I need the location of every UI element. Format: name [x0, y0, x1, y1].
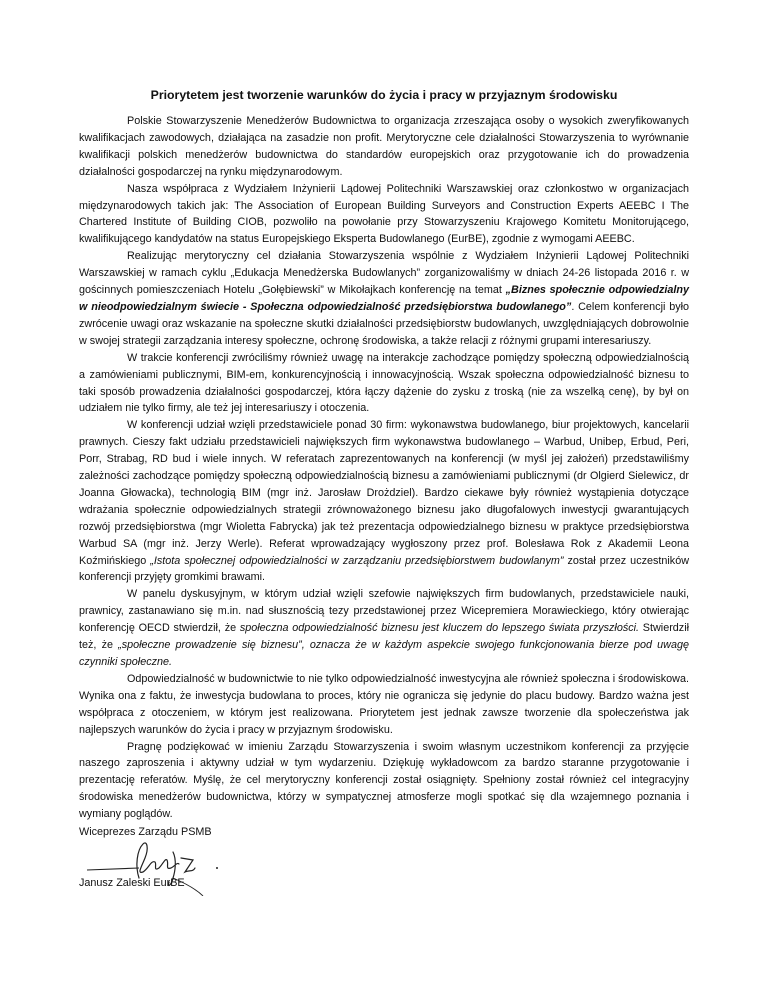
- paragraph-text: Stwierdził też, że: [79, 622, 689, 652]
- emphasized-text: społeczna odpowiedzialność biznesu jest kluczem do lepszego świata przyszłości.: [239, 622, 640, 635]
- closing-line: Wiceprezes Zarządu PSMB: [79, 826, 212, 838]
- body-paragraph: [79, 248, 689, 349]
- paragraph-text: Pragnę podziękować w imieniu Zarządu Stowarzyszenia i swoim własnym uczestnikom konferencji za przyjęcie naszego zaproszenia i aktywny udział w tym wydarzeniu. Dziękuję wykładowcom za bardzo staranne przygotowanie i prezentację referatów. Myślę, że cel merytoryczny konferencji został osiągnięty. Spełniony został również cel integracyjny środowiska menedżerów budownictwa, którzy w sympatycznej atmosferze mogli spotkać się dla wzajemnego poznania i wymiany poglądów.: [79, 740, 689, 821]
- paragraph-text: Nasza współpraca z Wydziałem Inżynierii Lądowej Politechniki Warszawskiej oraz członkostwo w organizacjach międzynarodowych takich jak: The Association of European Building Surveyors and Construction Experts AEEBC I The Chartered Institute of Building CIOB, pozwoliło na powołanie przy Stowarzyszeniu Krajowego Komitetu Monitorującego, kwalifikującego kandydatów na status Europejskiego Eksperta Budowlanego (EurBE), zgodnie z wymogami AEEBC.: [79, 182, 689, 246]
- paragraph-text: . Celem konferencji było zwrócenie uwagi oraz wskazanie na społeczne skutki działalności przedsiębiorstw budowlanych, uwzględniających dobrowolnie w swojej strategii zarządzania interesy społeczne, ochronę środowiska, a także relacji z różnymi grupami interesariuszy.: [79, 300, 690, 347]
- emphasized-text: „Istota społecznej odpowiedzialności w zarządzaniu przedsiębiorstwem budowlanym”: [150, 554, 564, 567]
- paragraph-text: W konferencji udział wzięli przedstawiciele ponad 30 firm: wykonawstwa budowlanego, biur projektowych, kancelarii prawnych. Cieszy fakt udziału przedstawicieli największych firm wykonawstwa budowlanego – Warbud, Unibep, Erbud, Peri, Porr, Strabag, RD bud i wiele innych. W referatach zaprezentowanych na konferencji (w myśl jej założeń) przedstawiliśmy zależności zachodzące pomiędzy społeczną odpowiedzialnością biznesu a zamówieniami publicznymi (dr Olgierd Sielewicz, dr Joanna Głowacka), technologią BIM (mgr inż. Jarosław Drożdziel). Bardzo ciekawe były również wystąpienia dotyczące wdrażania społecznie odpowiedzialnych strategii zrównoważonego biznesu jako długofalowych inwestycji gwarantujących rozwój przedsiębiorstwa (mgr Wioletta Fabrycka) jak też prezentacja odpowiedzialnego biznesu w praktyce przedsiębiorstwa Warbud SA (mgr inż. Jerzy Werle). Referat wprowadzający wygłoszony przez prof. Bolesława Rok z Akademii Leona Koźmińskiego: [79, 419, 689, 567]
- document-body: [79, 113, 689, 823]
- signer-name: Janusz Zaleski EurBE: [79, 877, 185, 889]
- paragraph-text: W trakcie konferencji zwróciliśmy również uwagę na interakcje zachodzące pomiędzy społeczną odpowiedzialnością a zamówieniami publicznymi, BIM-em, konkurencyjnością i innowacyjnością. Wszak społeczna odpowiedzialność biznesu to taki sposób prowadzenia działalności gospodarczej, która łączy dążenie do zysku z troską (nie za wszelką cenę), by był on udziałem nie tylko firmy, ale też jej interesariuszy i otoczenia.: [79, 351, 689, 415]
- emphasized-text: „społeczne prowadzenie się biznesu”, oznacza że w każdym aspekcie swojego funkcjonowania bierze pod uwagę czynniki społeczne.: [79, 639, 689, 668]
- paragraph-text: został przez uczestników konferencji przyjęty gromkimi brawami.: [79, 554, 689, 584]
- body-paragraph: [79, 671, 689, 739]
- body-paragraph: [79, 113, 689, 181]
- paragraph-text: Realizując merytoryczny cel działania Stowarzyszenia wspólnie z Wydziałem Inżynierii Lądowej Politechniki Warszawskiej w ramach cyklu „Edukacja Menedżerska Budowlanych” zorganizowaliśmy w dniach 24-26 listopada 2016 r. w gościnnych pomieszczeniach Hotelu „Gołębiewski” w Mikołajkach konferencję na temat: [79, 250, 689, 297]
- emphasized-text: „Biznes społecznie odpowiedzialny w nieodpowiedzialnym świecie - Społeczna odpowiedzialność przedsiębiorstwa budowlanego”: [79, 284, 689, 313]
- paragraph-text: Polskie Stowarzyszenie Menedżerów Budownictwa to organizacja zrzeszająca osoby o wysokich zweryfikowanych kwalifikacjach zawodowych, działająca na zasadzie non profit. Merytoryczne cele działalności Stowarzyszenia to wyrównanie kwalifikacji polskich menedżerów budownictwa do standardów europejskich oraz przygotowanie ich do prowadzenia działalności gospodarczej na rynku międzynarodowym.: [79, 115, 689, 178]
- body-paragraph: [79, 181, 689, 249]
- body-paragraph: [79, 417, 689, 586]
- body-paragraph: [79, 586, 689, 671]
- document-title: Priorytetem jest tworzenie warunków do życia i pracy w przyjaznym środowisku: [150, 88, 618, 102]
- paragraph-text: W panelu dyskusyjnym, w którym udział wzięli szefowie największych firm budowlanych, przedstawiciele nauki, prawnicy, zastanawiano się m.in. nad słusznością tezy przedstawionej przez Wicepremiera Morawieckiego, który otwierając konferencję OECD stwierdził, że: [79, 588, 689, 635]
- body-paragraph: [79, 350, 689, 418]
- body-paragraph: [79, 739, 689, 824]
- paragraph-text: Odpowiedzialność w budownictwie to nie tylko odpowiedzialność inwestycyjna ale również społeczna i środowiskowa. Wynika ona z faktu, że inwestycja budowlana to proces, który nie ogranicza się jedynie do placu budowy. Bardzo ważna jest współpraca z otoczeniem, w którym jest realizowana. Priorytetem jest jednak zawsze tworzenie dla społeczeństwa jak najlepszych warunków do życia i pracy w przyjaznym środowisku.: [79, 672, 689, 736]
